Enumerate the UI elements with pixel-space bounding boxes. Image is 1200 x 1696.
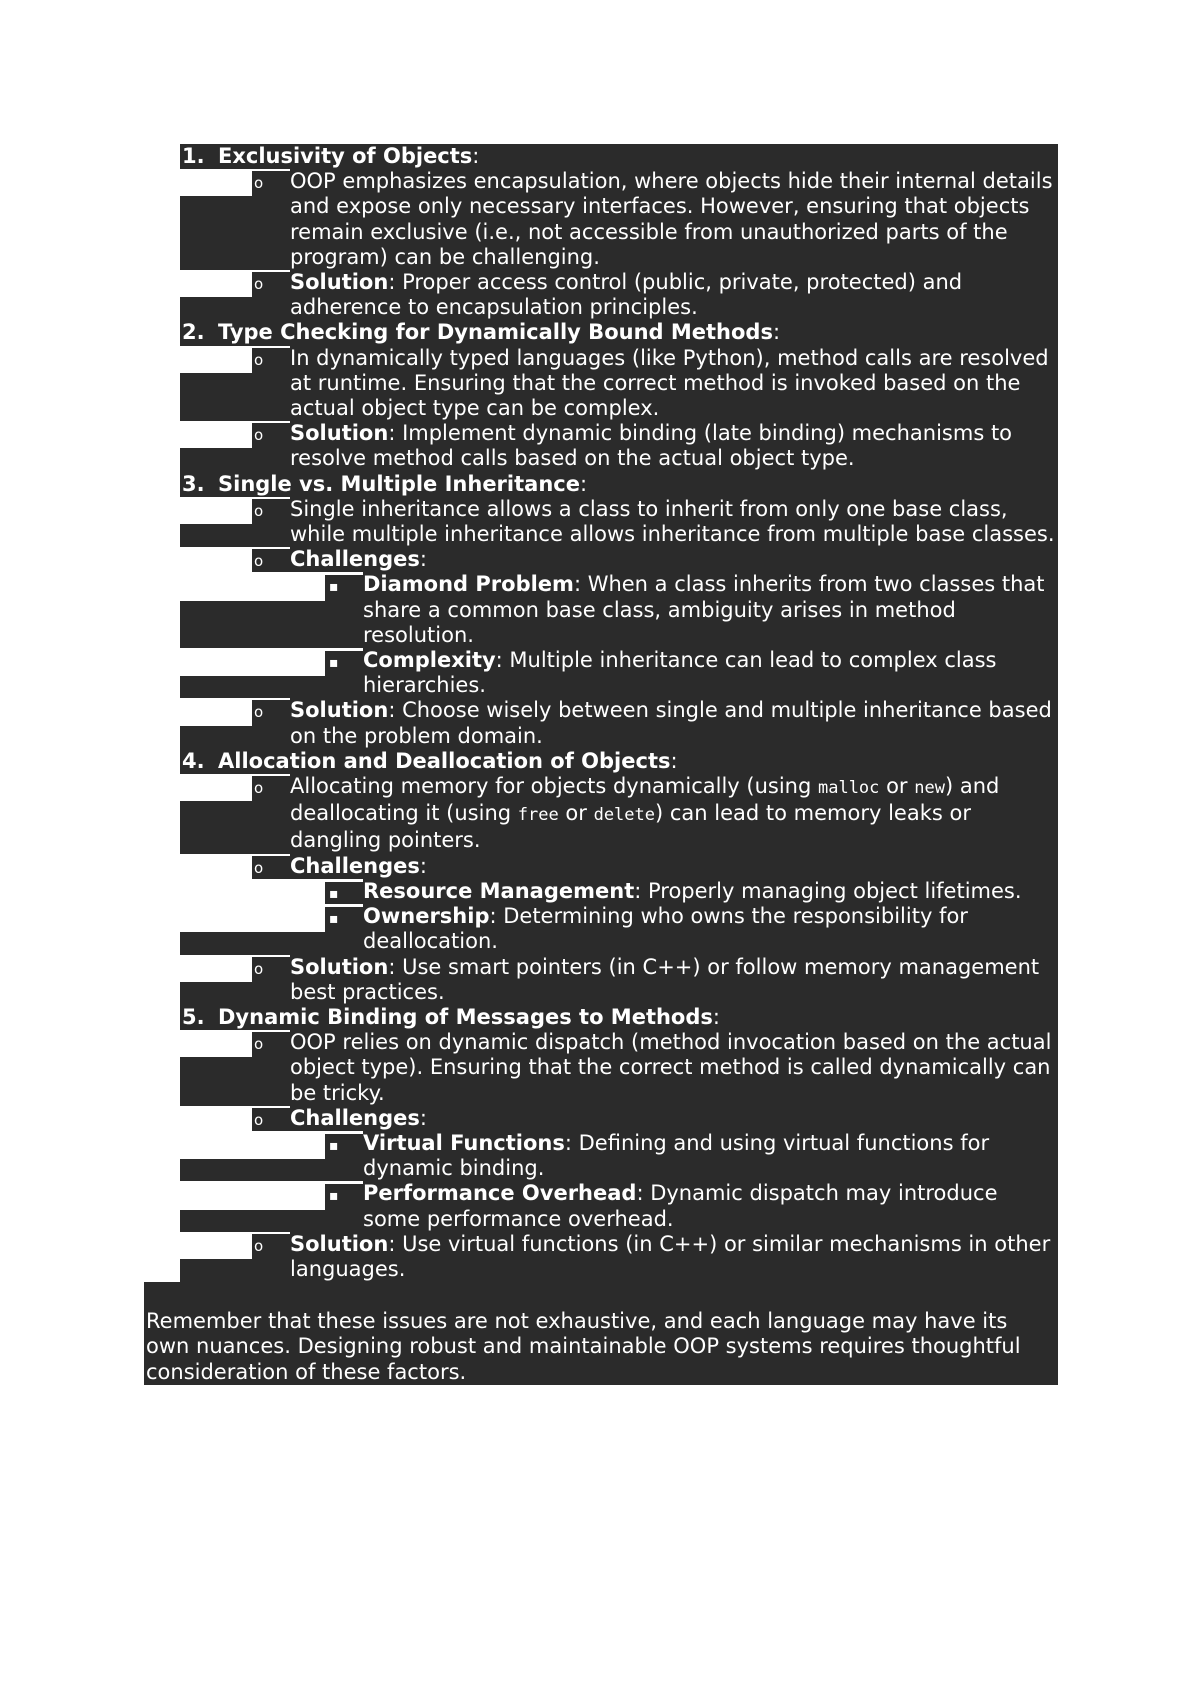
bullet-text: : Implement dynamic binding (late binding) mechanisms to resolve method calls based on the actual object type. — [290, 421, 1013, 471]
bullet-text: : — [419, 1105, 427, 1130]
sub-bullet — [180, 1030, 1058, 1106]
bullet-text: OOP emphasizes encapsulation, where objects hide their internal details and expose only necessary interfaces. However, ensuring that objects remain exclusive (i.e., not accessible from unauthorized parts of the program) can be challenging. — [290, 169, 1053, 269]
bullet-text: : Use virtual functions (in C++) or similar mechanisms in other languages. — [290, 1231, 1051, 1281]
bullet-label: Solution — [290, 698, 389, 723]
bullet-text: : — [419, 853, 427, 878]
bullet-marker: o — [252, 499, 290, 524]
sub-bullet — [180, 497, 1058, 547]
sub-sub-bullet — [180, 648, 1058, 698]
bullet-label: Complexity — [363, 648, 496, 673]
sub-bullet — [180, 1232, 1058, 1282]
closing-block — [144, 1282, 1058, 1385]
bullet-marker: ▪ — [325, 907, 363, 932]
bullet-marker: o — [252, 1108, 290, 1133]
bullet-label: Virtual Functions — [363, 1130, 565, 1155]
sub-bullet — [180, 774, 1058, 854]
item-title: Single vs. Multiple Inheritance — [218, 471, 580, 496]
bullet-marker: o — [252, 856, 290, 881]
bullet-text: : Choose wisely between single and multiple inheritance based on the problem domain. — [290, 698, 1052, 748]
sub-sub-bullet — [180, 904, 1058, 954]
issues-list — [180, 144, 1058, 1282]
list-item-heading: 3. Single vs. Multiple Inheritance: — [182, 471, 588, 496]
bullet-marker: o — [252, 171, 290, 196]
bullet-label: Solution — [290, 421, 389, 446]
bullet-label: Ownership — [363, 904, 490, 929]
code-delete: delete — [593, 805, 655, 826]
bullet-text: : Determining who owns the responsibility for deallocation. — [363, 904, 968, 954]
bullet-text: : Multiple inheritance can lead to complex class hierarchies. — [363, 648, 997, 698]
item-number: 4. — [182, 748, 205, 773]
item-number: 2. — [182, 320, 205, 345]
bullet-text: : Use smart pointers (in C++) or follow memory management best practices. — [290, 954, 1040, 1004]
bullet-label: Solution — [290, 1231, 389, 1256]
sub-bullet — [180, 854, 1058, 879]
bullet-text: : Defining and using virtual functions for dynamic binding. — [363, 1130, 990, 1181]
item-title: Dynamic Binding of Messages to Methods — [218, 1004, 713, 1029]
bullet-label: Challenges — [290, 1105, 420, 1130]
bullet-marker: o — [252, 423, 290, 448]
closing-paragraph: Remember that these issues are not exhaustive, and each language may have its own nuances. Designing robust and maintainable OOP systems requires thoughtful consideration of these factors. — [146, 1309, 1021, 1384]
list-item-heading: 4. Allocation and Deallocation of Objects: — [182, 748, 678, 773]
bullet-label: Solution — [290, 954, 389, 979]
bullet-text: : Properly managing object lifetimes. — [634, 878, 1022, 903]
sub-bullet — [180, 955, 1058, 1005]
bullet-label: Diamond Problem — [363, 572, 574, 597]
bullet-text: : Proper access control (public, private, protected) and adherence to encapsulation principles. — [290, 270, 963, 320]
bullet-label: Resource Management — [363, 878, 635, 903]
item-title: Exclusivity of Objects — [218, 144, 473, 168]
bullet-marker: o — [252, 348, 290, 373]
bullet-text: Single inheritance allows a class to inherit from only one base class, while multiple inheritance allows inheritance from multiple base classes. — [290, 496, 1055, 547]
sub-sub-bullet — [180, 1131, 1058, 1181]
sub-bullet — [180, 698, 1058, 748]
item-number: 3. — [182, 471, 205, 496]
bullet-marker: o — [252, 272, 290, 297]
bullet-marker: o — [252, 957, 290, 982]
document-body — [144, 144, 1058, 1385]
bullet-text: : Dynamic dispatch may introduce some performance overhead. — [363, 1181, 998, 1231]
sub-sub-bullet — [180, 1181, 1058, 1231]
list-item-heading: 1. Exclusivity of Objects: — [182, 144, 480, 168]
item-number: 1. — [182, 144, 205, 168]
sub-bullet — [180, 1106, 1058, 1131]
sub-bullet — [180, 270, 1058, 320]
item-number: 5. — [182, 1004, 205, 1029]
bullet-marker: o — [252, 549, 290, 574]
bullet-marker: ▪ — [325, 575, 363, 600]
list-item-heading: 5. Dynamic Binding of Messages to Methods: — [182, 1004, 720, 1029]
item-title: Type Checking for Dynamically Bound Methods — [218, 320, 773, 345]
bullet-marker: o — [252, 1032, 290, 1057]
sub-bullet — [180, 421, 1058, 471]
item-title: Allocation and Deallocation of Objects — [218, 748, 671, 773]
bullet-text: : When a class inherits from two classes that share a common base class, ambiguity arises in method resolution. — [363, 572, 1045, 647]
bullet-text: Allocating memory for objects dynamically (using malloc or new) and deallocating it (using free or delete) can lead to memory leaks or dangling pointers. — [290, 774, 1000, 853]
bullet-label: Performance Overhead — [363, 1181, 637, 1206]
sub-sub-bullet — [180, 879, 1058, 904]
bullet-label: Challenges — [290, 853, 420, 878]
sub-bullet — [180, 346, 1058, 422]
bullet-marker: ▪ — [325, 1134, 363, 1159]
bullet-marker: ▪ — [325, 651, 363, 676]
sub-bullet — [180, 547, 1058, 572]
bullet-marker: ▪ — [325, 1184, 363, 1209]
code-malloc: malloc — [817, 778, 880, 799]
sub-bullet — [180, 169, 1058, 270]
bullet-marker: o — [252, 700, 290, 725]
code-free: free — [517, 805, 559, 826]
bullet-label: Solution — [290, 270, 389, 295]
list-item-heading: 2. Type Checking for Dynamically Bound Methods: — [182, 320, 781, 345]
bullet-marker: o — [252, 1234, 290, 1259]
bullet-label: Challenges — [290, 547, 420, 572]
sub-sub-bullet — [180, 572, 1058, 648]
bullet-text: : — [419, 547, 427, 572]
bullet-text: OOP relies on dynamic dispatch (method invocation based on the actual object type). Ensuring that the correct method is called dynamically can be tricky. — [290, 1030, 1052, 1105]
bullet-text: In dynamically typed languages (like Python), method calls are resolved at runtime. Ensuring that the correct method is invoked based on the actual object type can be complex. — [290, 345, 1049, 421]
bullet-marker: ▪ — [325, 882, 363, 907]
bullet-marker: o — [252, 776, 290, 801]
code-new: new — [914, 778, 945, 799]
